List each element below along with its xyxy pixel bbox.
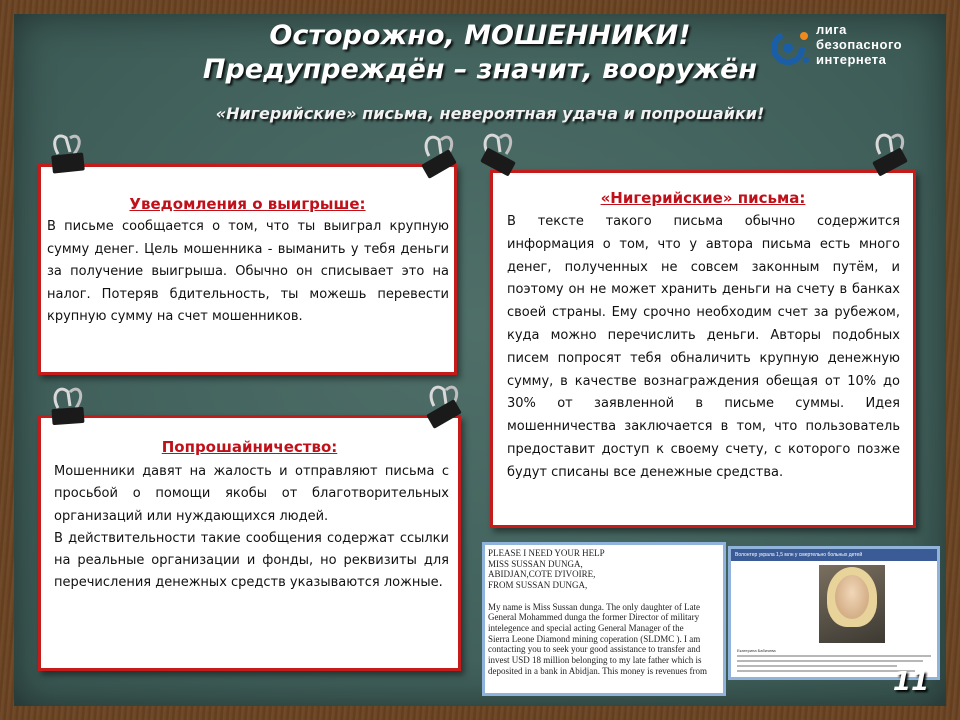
logo-swirl-icon: [770, 26, 812, 72]
logo-text-line3: интернета: [816, 52, 887, 67]
email-line: General Mohammed dunga the former Director of military: [488, 612, 700, 623]
slide-title-line1: Осторожно, МОШЕННИКИ!: [269, 20, 691, 51]
email-line: [488, 591, 716, 602]
charity-news-screenshot: [728, 546, 940, 680]
safe-internet-league-logo: [770, 22, 920, 78]
binder-clip-icon: [866, 128, 914, 178]
volunteer-photo: [819, 565, 885, 643]
email-line: PLEASE I NEED YOUR HELP: [488, 548, 605, 558]
email-line: FROM SUSSAN DUNGA,: [488, 580, 588, 591]
card-paragraph: Мошенники давят на жалость и отправляют письма с просьбой о помощи якобы от благотворительных организаций или нуждающихся людей.: [54, 464, 449, 524]
email-line: contacting you to seek your good assistance to transfer and: [488, 644, 701, 655]
card-text: В тексте такого письма обычно содержится информация о том, что у автора письма есть много денег, полученных не совсем законным путём, и поэтому он не может хранить деньги на счету в банках своей страны. Ему срочно необходим счет за рубежом, куда можно перечислить деньги. Авторы подобных писем попросят тебя обналичить крупную денежную сумму, в качестве вознаграждения обещая от 10% до 30% от заявленной в письме суммы. Идея мошенничества заключается в том, что пользователь предоставит доступ к своему счету, с которого позже будут списаны все денежные средства.: [507, 214, 900, 480]
logo-text-line1: лига: [816, 22, 847, 37]
card-heading: Попрошайничество:: [161, 438, 338, 456]
slide-subtitle: «Нигерийские» письма, невероятная удача и попрошайки!: [215, 104, 765, 123]
card-begging: [38, 415, 461, 671]
card-text: В письме сообщается о том, что ты выиграл крупную сумму денег. Цель мошенника - выманить у тебя деньги за получение выигрыша. Обычно он списывает это на налог. Потеряв бдительность, ты можешь перевести крупную сумму на счет мошенников.: [47, 219, 449, 325]
email-line: My name is Miss Sussan dunga. The only daughter of Late: [488, 601, 701, 612]
email-line: deposited in a bank in Abidjan. This money is revenues from: [488, 665, 708, 676]
binder-clip-icon: [420, 380, 468, 430]
card-nigerian-letters: [490, 170, 916, 528]
email-line: Sierra Leone Diamond mining coperation (SLDMC ). I am: [488, 633, 701, 644]
slide-title-line2: Предупреждён – значит, вооружён: [202, 54, 758, 85]
email-text: [488, 548, 716, 676]
news-header: Волонтер украла 1,5 млн у смертельно больных детей: [731, 549, 940, 561]
volunteer-name: Екатерина Бабичева: [737, 648, 776, 653]
binder-clip-icon: [415, 130, 463, 180]
scam-email-screenshot: [482, 542, 726, 696]
card-heading: Уведомления о выигрыше:: [129, 195, 366, 213]
page-number: 11: [892, 667, 930, 697]
card-winning-notification: [38, 164, 457, 375]
binder-clip-icon: [44, 382, 92, 432]
email-line: intelegence and special acting General Manager of the: [488, 622, 684, 633]
email-line: MISS SUSSAN DUNGA,: [488, 558, 583, 569]
card-heading: «Нигерийские» письма:: [600, 189, 806, 207]
binder-clip-icon: [474, 128, 522, 178]
email-line: ABIDJAN,COTE D'IVOIRE,: [488, 569, 596, 580]
binder-clip-icon: [44, 130, 92, 180]
email-line: invest USD 18 million belonging to my late father which is: [488, 655, 702, 666]
card-paragraph: В действительности такие сообщения содержат ссылки на реальные организации и фонды, но реквизиты для перечисления денежных средств указываются ложные.: [54, 530, 449, 591]
logo-text-line2: безопасного: [816, 37, 903, 52]
